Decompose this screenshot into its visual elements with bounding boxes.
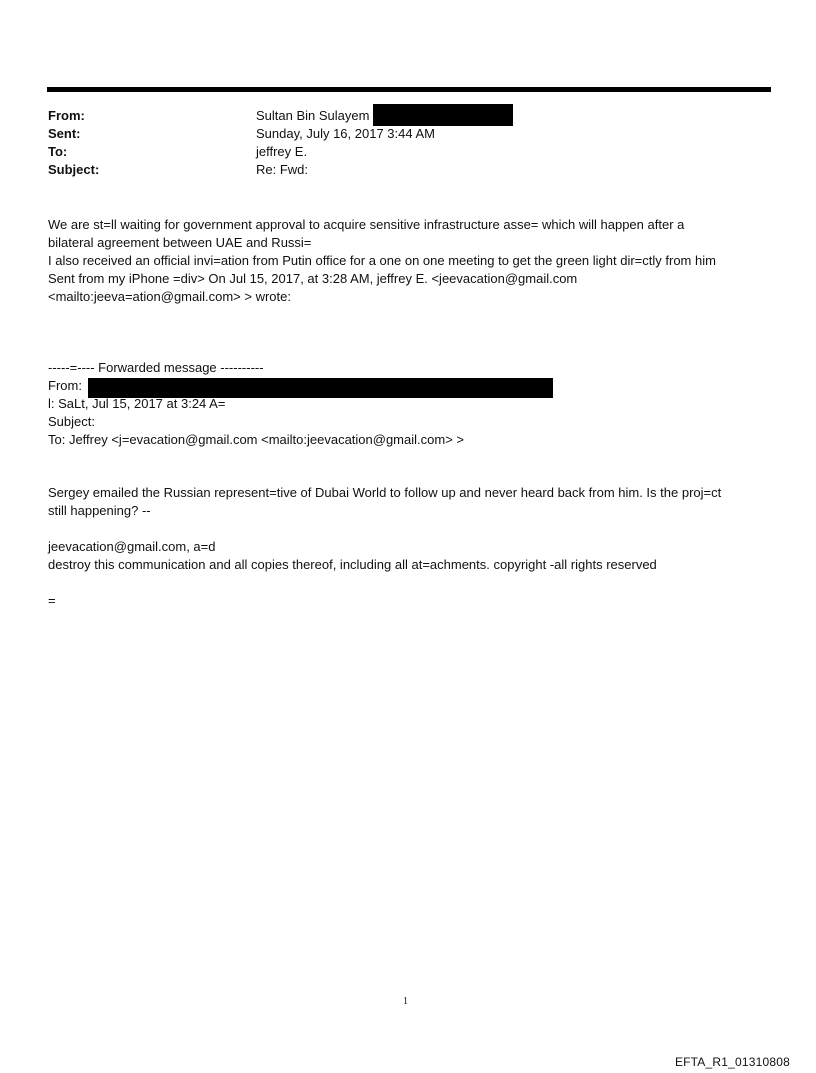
forwarded-subject: Subject:: [48, 414, 95, 429]
forwarded-to: To: Jeffrey <j=evacation@gmail.com <mailto:jeevacation@gmail.com> >: [48, 432, 464, 447]
sent-value: Sunday, July 16, 2017 3:44 AM: [256, 126, 435, 141]
forwarded-sent: l: SaLt, Jul 15, 2017 at 3:24 A=: [48, 396, 226, 411]
body-line-5: <mailto:jeeva=ation@gmail.com> > wrote:: [48, 289, 291, 304]
header-rule: [47, 87, 771, 92]
subject-label: Subject:: [48, 162, 100, 177]
body-line-4: Sent from my iPhone =div> On Jul 15, 2017, at 3:28 AM, jeffrey E. <jeevacation@gmail.com: [48, 271, 578, 286]
forwarded-from: From:: [48, 378, 82, 393]
from-label: From:: [48, 108, 85, 123]
forwarded-divider: -----=---- Forwarded message ----------: [48, 360, 264, 375]
page-number: 1: [403, 996, 408, 1007]
footer-equals: =: [48, 593, 56, 608]
to-value: jeffrey E.: [256, 144, 308, 159]
body-line-3: I also received an official invi=ation from Putin office for a one on one meeting to get the green light dir=ctly from him: [48, 253, 716, 268]
body-line-1: We are st=ll waiting for government approval to acquire sensitive infrastructure asse= which will happen after a: [48, 217, 685, 232]
footer-line-2: destroy this communication and all copies thereof, including all at=achments. copyright -all rights reserved: [48, 557, 657, 572]
bates-number: EFTA_R1_01310808: [674, 1055, 790, 1069]
subject-value: Re: Fwd:: [256, 162, 309, 177]
redaction-block: [373, 104, 513, 126]
message-line-2: still happening? --: [48, 503, 151, 518]
footer-line-1: jeevacation@gmail.com, a=d: [48, 539, 216, 554]
body-line-2: bilateral agreement between UAE and Russi=: [48, 235, 312, 250]
message-line-1: Sergey emailed the Russian represent=tive of Dubai World to follow up and never heard back from him. Is the proj=ct: [48, 485, 722, 500]
from-value: Sultan Bin Sulayem: [256, 108, 370, 123]
sent-label: Sent:: [48, 126, 81, 141]
to-label: To:: [48, 144, 68, 159]
